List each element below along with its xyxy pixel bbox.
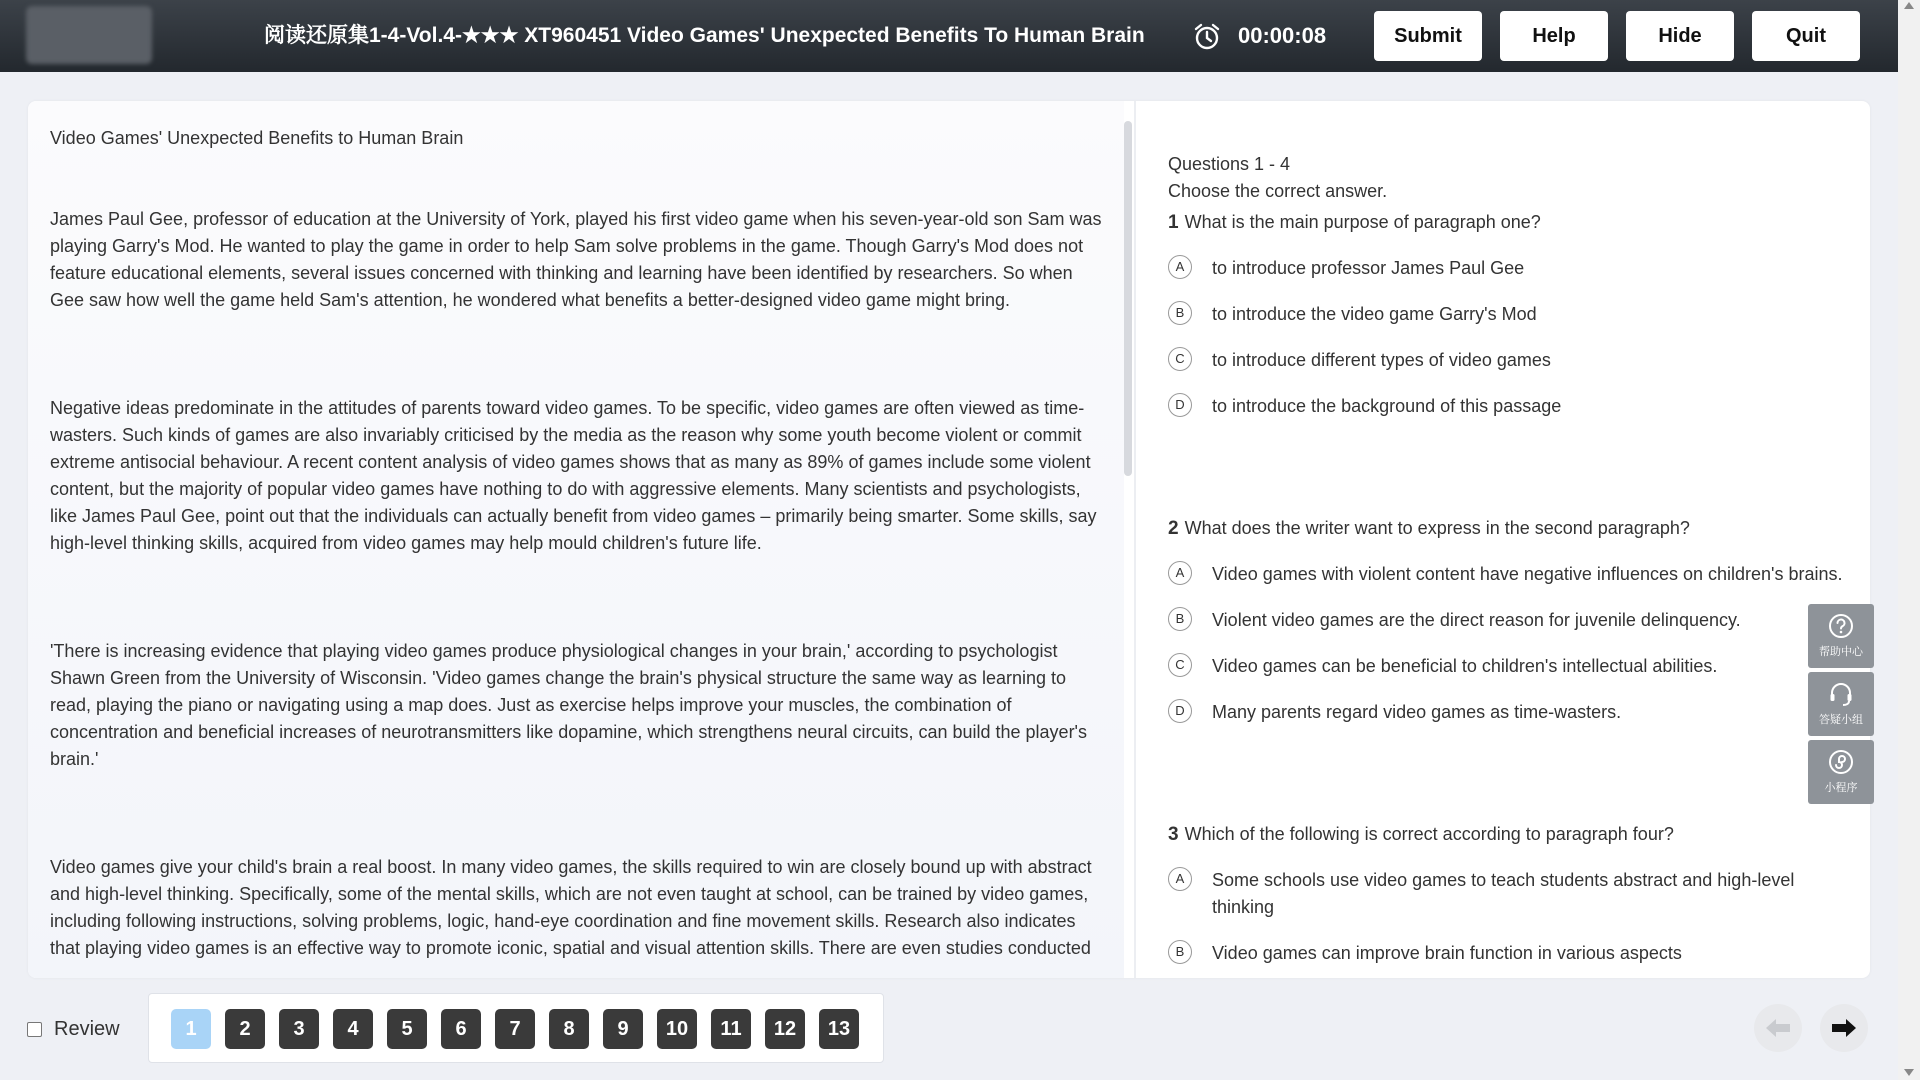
next-button[interactable] <box>1820 1004 1868 1052</box>
hide-button[interactable]: Hide <box>1626 11 1734 61</box>
option-d[interactable] <box>1168 699 1868 726</box>
option-text[interactable]: Video games can be beneficial to children's intellectual abilities. <box>1212 656 1718 676</box>
help-button[interactable]: Help <box>1500 11 1608 61</box>
question-nav-button[interactable]: 1 <box>171 1009 211 1049</box>
question-number: 1 <box>1168 212 1179 233</box>
submit-button[interactable]: Submit <box>1374 11 1482 61</box>
option-a[interactable] <box>1168 255 1868 282</box>
option-c[interactable] <box>1168 653 1868 680</box>
question-3 <box>1168 821 1868 967</box>
question-nav-button[interactable]: 13 <box>819 1009 859 1049</box>
option-letter[interactable]: A <box>1168 867 1192 891</box>
help-center-label: 帮助中心 <box>1819 646 1863 658</box>
option-text[interactable]: Video games can improve brain function in various aspects <box>1212 943 1682 963</box>
question-number: 2 <box>1168 518 1179 539</box>
question-nav-button[interactable]: 2 <box>225 1009 265 1049</box>
option-letter[interactable]: A <box>1168 561 1192 585</box>
option-c[interactable] <box>1168 347 1868 374</box>
question-stem <box>1168 821 1868 848</box>
option-letter[interactable]: B <box>1168 607 1192 631</box>
question-text: What is the main purpose of paragraph one? <box>1184 212 1541 232</box>
review-label[interactable]: Review <box>54 1018 120 1040</box>
question-nav-button[interactable]: 6 <box>441 1009 481 1049</box>
review-toggle[interactable] <box>27 1018 120 1041</box>
question-1 <box>1168 209 1868 420</box>
option-b[interactable] <box>1168 607 1868 634</box>
previous-button[interactable] <box>1754 1004 1802 1052</box>
question-nav-button[interactable]: 7 <box>495 1009 535 1049</box>
question-nav-button[interactable]: 4 <box>333 1009 373 1049</box>
question-nav-button[interactable]: 9 <box>603 1009 643 1049</box>
top-bar <box>0 0 1898 72</box>
mini-program-button[interactable] <box>1808 740 1874 804</box>
scroll-up-arrow-icon[interactable] <box>1904 2 1914 9</box>
passage-title: Video Games' Unexpected Benefits to Human Brain <box>50 128 464 148</box>
question-nav-button[interactable]: 3 <box>279 1009 319 1049</box>
option-text[interactable]: Video games with violent content have negative influences on children's brains. <box>1212 564 1843 584</box>
mini-program-icon <box>1827 748 1855 776</box>
question-nav-button[interactable]: 10 <box>657 1009 697 1049</box>
option-text[interactable]: to introduce different types of video games <box>1212 350 1551 370</box>
qa-group-button[interactable] <box>1808 672 1874 736</box>
passage-paragraph: 'There is increasing evidence that playing video games produce physiological changes in your brain,' according to psychologist Shawn Green from the University of Wisconsin. 'Video games change the brain's physical structure the same way as learning to read, playing the piano or navigating using a map does. Just as exercise helps improve your muscles, the combination of concentration and beneficial increases of neurotransmitters like dopamine, which strengthens neural circuits, can build the player's brain.' <box>50 641 1087 769</box>
question-number: 3 <box>1168 824 1179 845</box>
scroll-down-arrow-icon[interactable] <box>1904 1069 1914 1076</box>
option-b[interactable] <box>1168 301 1868 328</box>
question-navigator <box>148 993 884 1063</box>
exam-title: 阅读还原集1-4-Vol.4-★★★ XT960451 Video Games' Unexpected Benefits To Human Brain <box>264 24 1145 47</box>
arrow-right-icon <box>1830 1016 1858 1040</box>
logo <box>26 6 152 64</box>
question-text: Which of the following is correct according to paragraph four? <box>1184 824 1674 844</box>
timer: 00:00:08 <box>1238 23 1327 48</box>
question-stem <box>1168 515 1868 542</box>
option-text[interactable]: to introduce the video game Garry's Mod <box>1212 304 1537 324</box>
question-nav-button[interactable]: 12 <box>765 1009 805 1049</box>
option-a[interactable] <box>1168 867 1868 921</box>
review-checkbox[interactable] <box>27 1022 42 1037</box>
option-letter[interactable]: C <box>1168 653 1192 677</box>
option-text[interactable]: Many parents regard video games as time-wasters. <box>1212 702 1622 722</box>
option-text[interactable]: to introduce the background of this passage <box>1212 396 1562 416</box>
headset-icon <box>1827 680 1855 708</box>
question-nav-button[interactable]: 11 <box>711 1009 751 1049</box>
side-tools <box>1808 604 1874 808</box>
arrow-left-icon <box>1764 1016 1792 1040</box>
option-text[interactable]: Some schools use video games to teach students abstract and high-level thinking <box>1212 870 1795 917</box>
questions-instruction: Choose the correct answer. <box>1168 181 1388 201</box>
question-nav-button[interactable]: 5 <box>387 1009 427 1049</box>
pane-divider[interactable] <box>1134 101 1136 978</box>
option-text[interactable]: to introduce professor James Paul Gee <box>1212 258 1525 278</box>
passage-scrollbar-thumb[interactable] <box>1124 121 1132 476</box>
option-d[interactable] <box>1168 393 1868 420</box>
option-b[interactable] <box>1168 940 1868 967</box>
option-letter[interactable]: D <box>1168 699 1192 723</box>
option-letter[interactable]: B <box>1168 940 1192 964</box>
exam-card <box>28 101 1870 978</box>
option-letter[interactable]: D <box>1168 393 1192 417</box>
mini-program-label: 小程序 <box>1824 782 1858 794</box>
page-scrollbar[interactable] <box>1898 0 1920 1080</box>
option-letter[interactable]: B <box>1168 301 1192 325</box>
question-text: What does the writer want to express in the second paragraph? <box>1184 518 1690 538</box>
qa-group-label: 答疑小组 <box>1819 714 1863 726</box>
help-center-button[interactable] <box>1808 604 1874 668</box>
option-a[interactable] <box>1168 561 1868 588</box>
questions-range: Questions 1 - 4 <box>1168 154 1291 174</box>
alarm-clock-icon <box>1192 22 1222 52</box>
question-circle-icon <box>1827 612 1855 640</box>
passage-paragraph: Negative ideas predominate in the attitudes of parents toward video games. To be specific, video games are often viewed as time-wasters. Such kinds of games are also invariably criticised by the media as the reason why some youth become violent or commit extreme antisocial behaviour. A recent content analysis of video games shows that as many as 89% of games include some violent content, but the majority of popular video games have nothing to do with aggressive elements. Many scientists and psychologists, like James Paul Gee, point out that the individuals can actually benefit from video games – primarily being smarter. Some skills, say high-level thinking skills, acquired from video games may help mould children's future life. <box>50 398 1097 553</box>
option-letter[interactable]: C <box>1168 347 1192 371</box>
question-nav-button[interactable]: 8 <box>549 1009 589 1049</box>
option-letter[interactable]: A <box>1168 255 1192 279</box>
passage-paragraph: Video games give your child's brain a real boost. In many video games, the skills required to win are closely bound up with abstract and high-level thinking. Specifically, some of the mental skills, which are not even taught at school, can be trained by video games, including following instructions, solving problems, logic, hand-eye coordination and fine movement skills. Research also indicates that playing video games is an effective way to promote iconic, spatial and visual attention skills. There are even studies conducted <box>50 857 1092 958</box>
passage-pane[interactable] <box>28 101 1124 978</box>
passage-paragraph: James Paul Gee, professor of education at the University of York, played his first video game when his seven-year-old son Sam was playing Garry's Mod. He wanted to play the game in order to help Sam solve problems in the game. Though Garry's Mod does not feature educational elements, several issues concerned with thinking and learning have been identified by researchers. So when Gee saw how well the game held Sam's attention, he wondered what benefits a better-designed video game might bring. <box>50 209 1102 310</box>
question-stem <box>1168 209 1868 236</box>
questions-pane[interactable] <box>1168 151 1868 978</box>
option-text[interactable]: Violent video games are the direct reason for juvenile delinquency. <box>1212 610 1741 630</box>
quit-button[interactable]: Quit <box>1752 11 1860 61</box>
question-2 <box>1168 515 1868 726</box>
